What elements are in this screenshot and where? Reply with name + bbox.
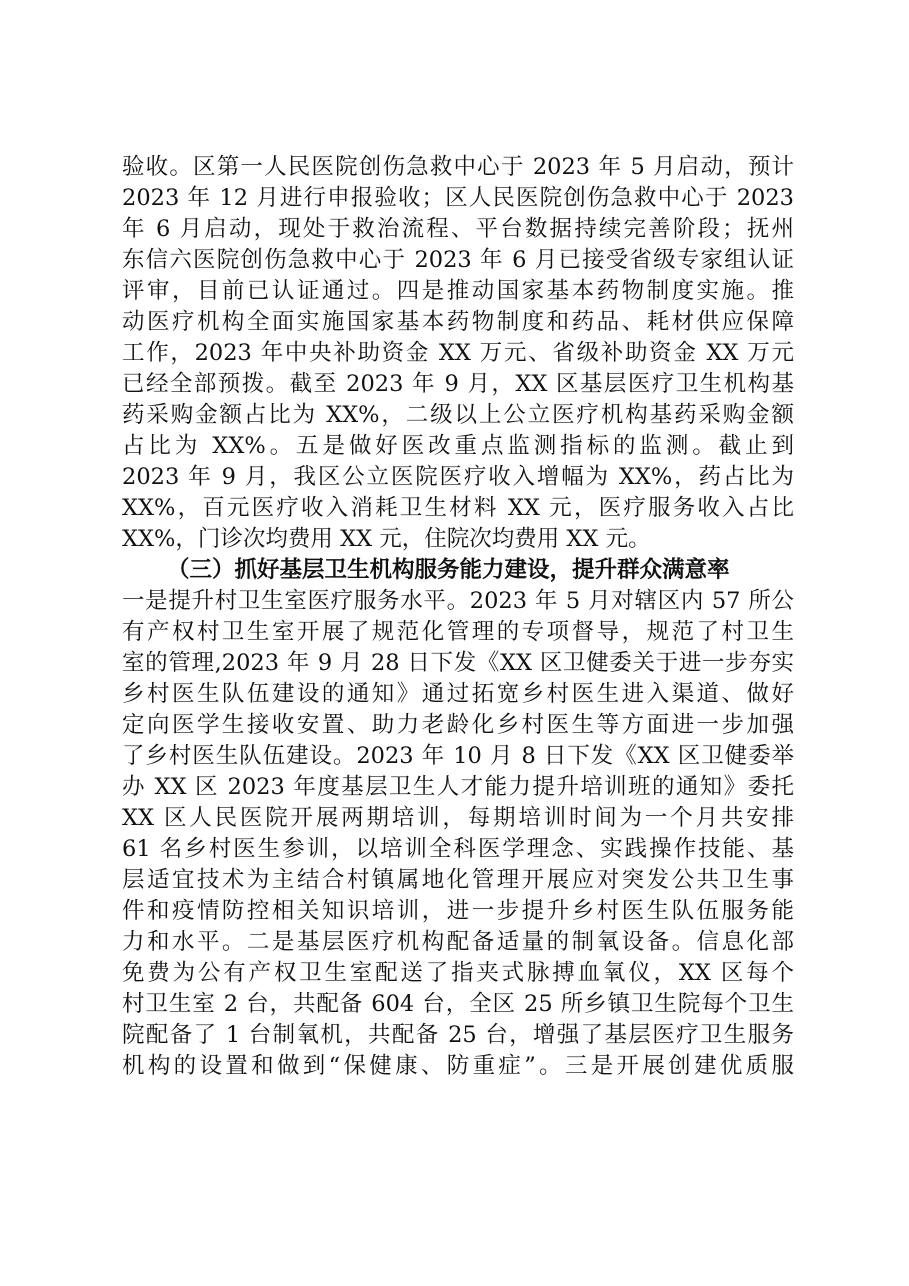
text-line: 61 名乡村医生参训，以培训全科医学理念、实践操作技能、基 (122, 836, 794, 862)
text-line: 层适宜技术为主结合村镇属地化管理开展应对突发公共卫生事 (122, 867, 794, 893)
body-text (122, 152, 794, 1082)
text-line: 占比为 XX%。五是做好医改重点监测指标的监测。截止到 (122, 433, 794, 459)
text-line: 院配备了 1 台制氧机，共配备 25 台，增强了基层医疗卫生服务 (122, 1022, 794, 1048)
text-line: 力和水平。二是基层医疗机构配备适量的制氧设备。信息化部 (122, 929, 794, 955)
text-line: 评审，目前已认证通过。四是推动国家基本药物制度实施。推 (122, 278, 794, 304)
text-line: XX%，门诊次均费用 XX 元，住院次均费用 XX 元。 (122, 526, 651, 552)
text-line: 药采购金额占比为 XX%，二级以上公立医疗机构基药采购金额 (122, 402, 794, 428)
section-heading: （三）抓好基层卫生机构服务能力建设，提升群众满意率 (167, 557, 730, 583)
text-line: XX%，百元医疗收入消耗卫生材料 XX 元，医疗服务收入占比 (122, 495, 794, 521)
text-line: 已经全部预拨。截至 2023 年 9 月，XX 区基层医疗卫生机构基 (122, 371, 794, 397)
text-line: 动医疗机构全面实施国家基本药物制度和药品、耗材供应保障 (122, 309, 794, 335)
text-line: 2023 年 9 月，我区公立医院医疗收入增幅为 XX%，药占比为 (122, 464, 794, 490)
text-line: 年 6 月启动，现处于救治流程、平台数据持续完善阶段；抚州 (122, 216, 794, 242)
text-line: 件和疫情防控相关知识培训，进一步提升乡村医生队伍服务能 (122, 898, 794, 924)
text-line: 机构的设置和做到“保健康、防重症”。三是开展创建优质服 (122, 1053, 794, 1079)
text-line: 有产权村卫生室开展了规范化管理的专项督导，规范了村卫生 (122, 619, 794, 645)
text-line: 办 XX 区 2023 年度基层卫生人才能力提升培训班的通知》委托 (122, 774, 794, 800)
text-line: 乡村医生队伍建设的通知》通过拓宽乡村医生进入渠道、做好 (122, 681, 794, 707)
text-line: 了乡村医生队伍建设。2023 年 10 月 8 日下发《XX 区卫健委举 (122, 743, 794, 769)
text-line: 定向医学生接收安置、助力老龄化乡村医生等方面进一步加强 (122, 712, 794, 738)
text-line: 验收。区第一人民医院创伤急救中心于 2023 年 5 月启动，预计 (122, 154, 794, 180)
text-line: XX 区人民医院开展两期培训，每期培训时间为一个月共安排 (122, 805, 794, 831)
text-line: 一是提升村卫生室医疗服务水平。2023 年 5 月对辖区内 57 所公 (122, 588, 794, 614)
text-line: 工作，2023 年中央补助资金 XX 万元、省级补助资金 XX 万元 (122, 340, 794, 366)
text-line: 2023 年 12 月进行申报验收；区人民医院创伤急救中心于 2023 (122, 185, 794, 211)
text-line: 室的管理,2023 年 9 月 28 日下发《XX 区卫健委关于进一步夯实 (122, 650, 794, 676)
text-line: 免费为公有产权卫生室配送了指夹式脉搏血氧仪，XX 区每个 (122, 960, 794, 986)
text-line: 东信六医院创伤急救中心于 2023 年 6 月已接受省级专家组认证 (122, 247, 794, 273)
text-line: 村卫生室 2 台，共配备 604 台，全区 25 所乡镇卫生院每个卫生 (122, 991, 794, 1017)
